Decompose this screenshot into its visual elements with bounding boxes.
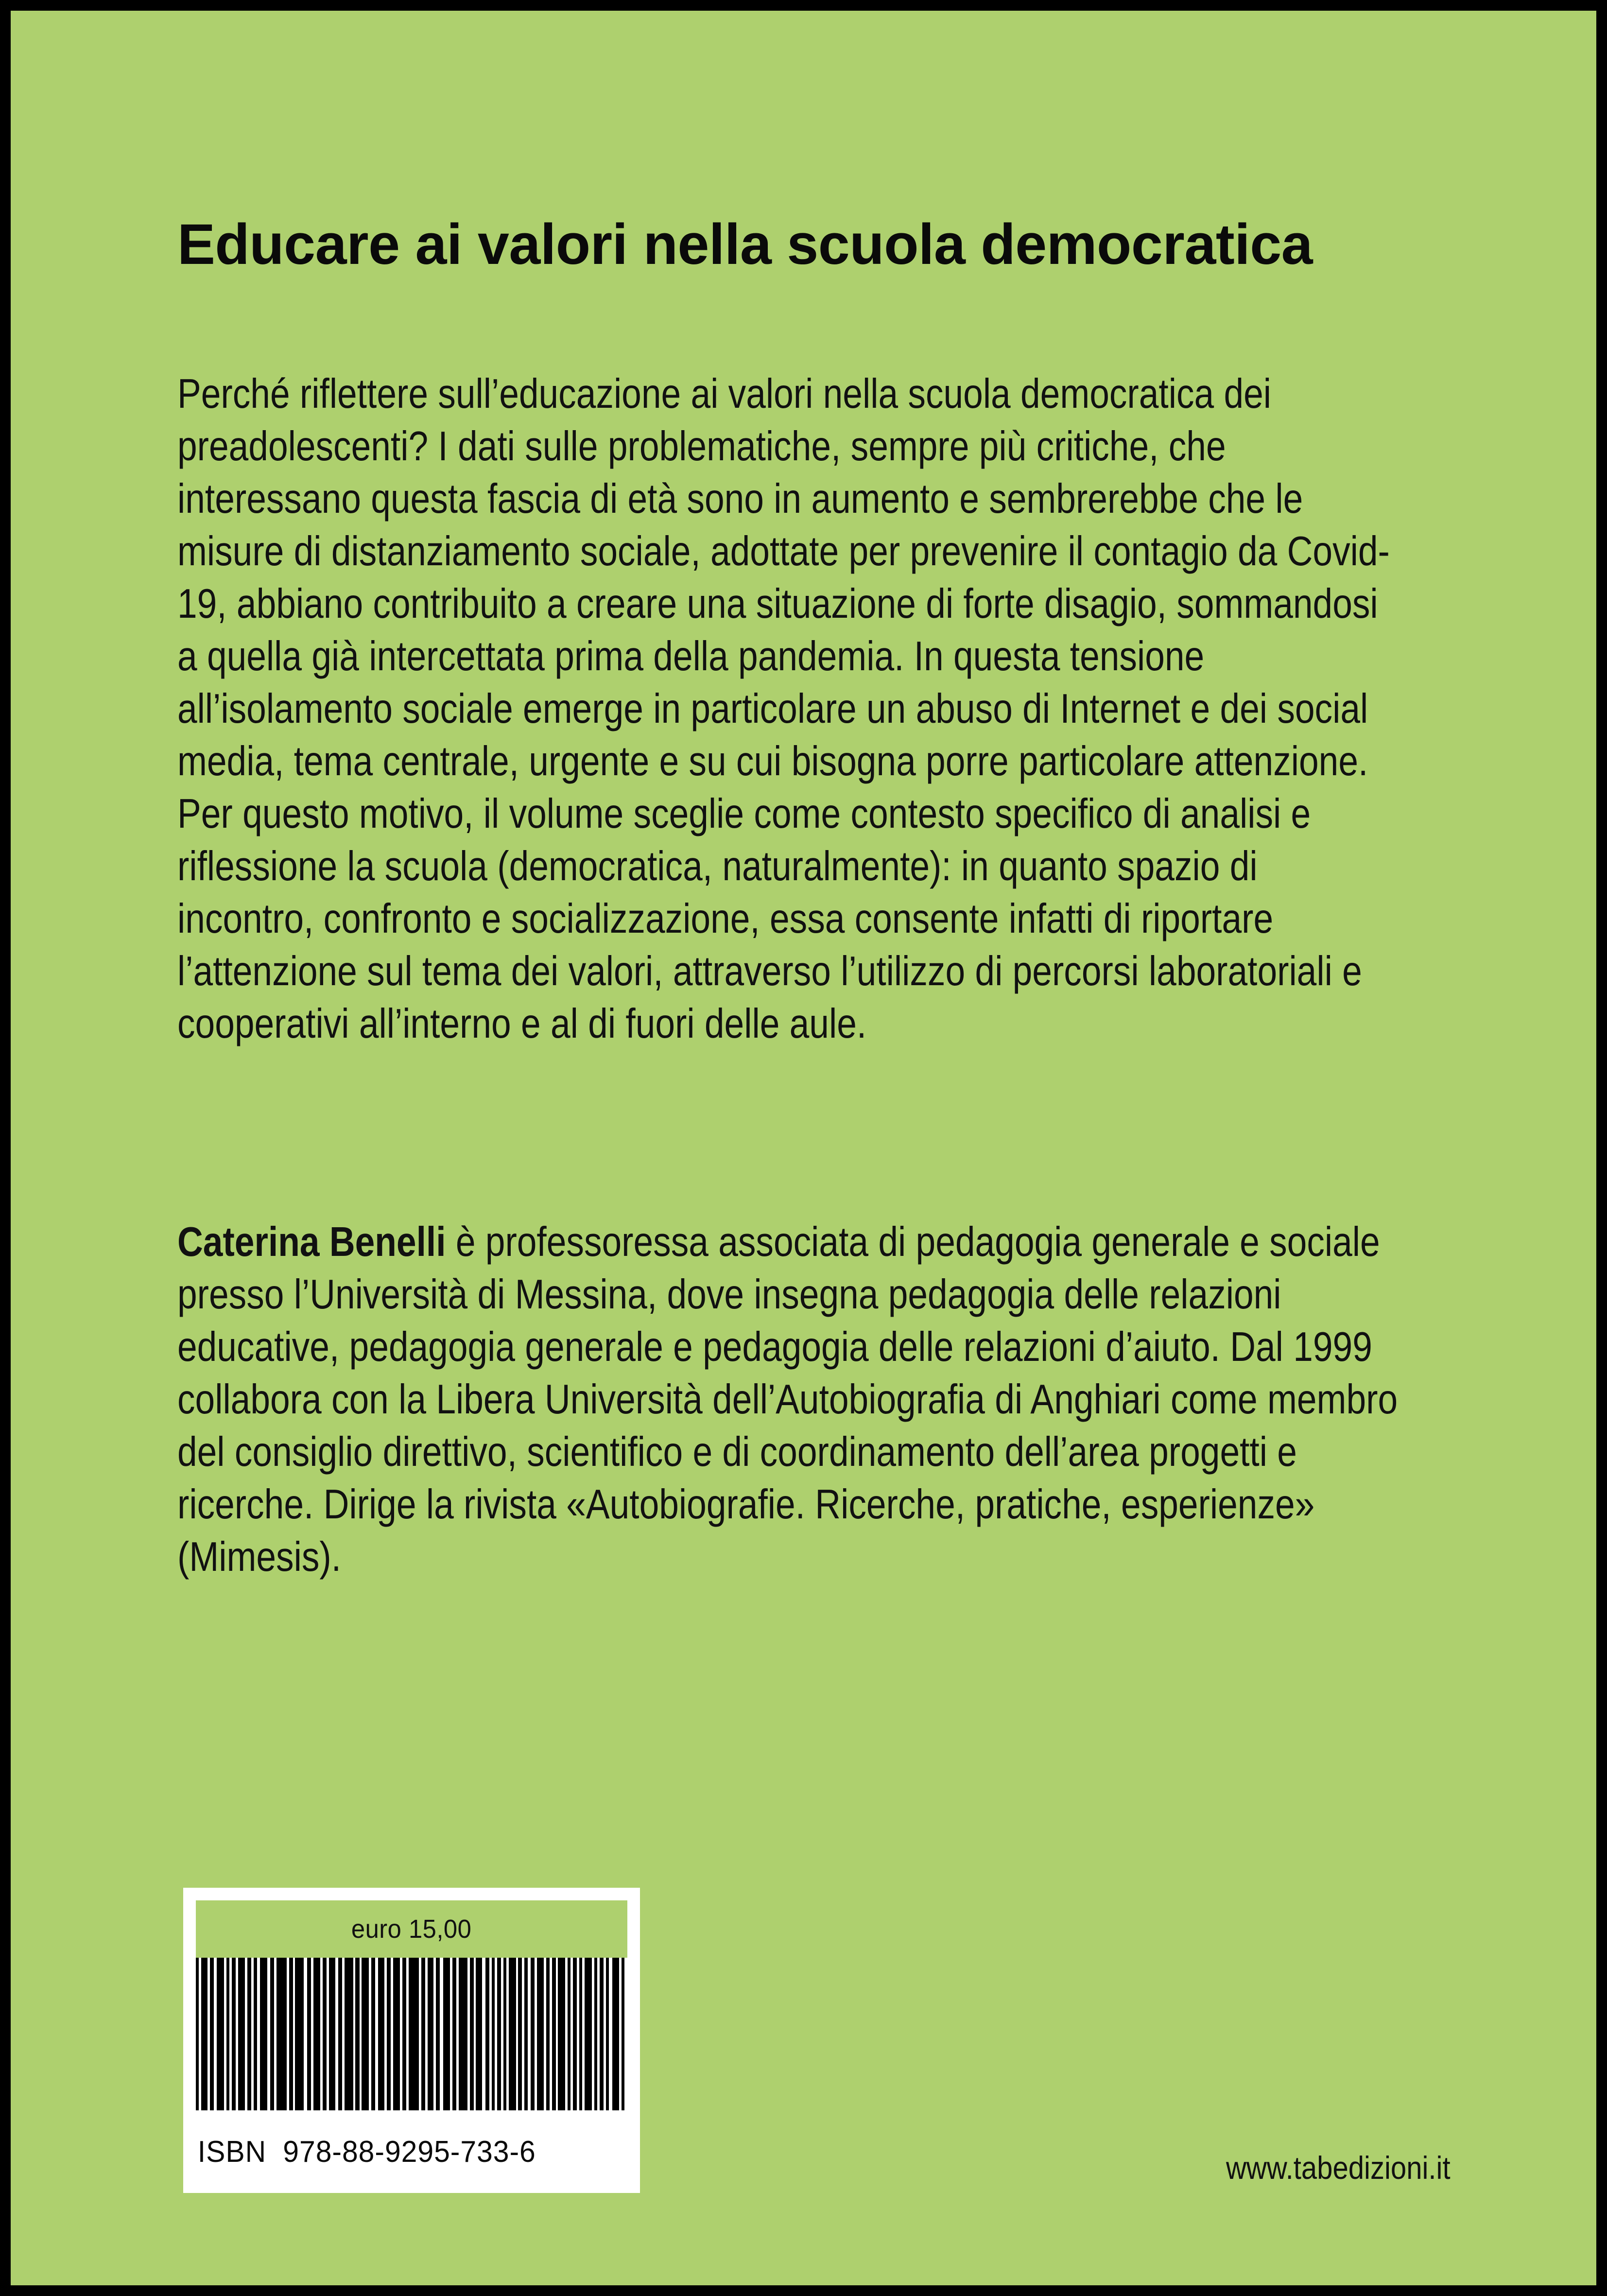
isbn-number: 978-88-9295-733-6 bbox=[283, 2135, 536, 2169]
book-blurb: Perché riflettere sull’educazione ai valori nella scuola democratica dei preadolescenti? I dati sulle problematiche, sempre più critiche, che interessano questa fascia di età sono in aumento e sembrerebbe che le misure di distanziamento sociale, adottate per prevenire il contagio da Covid-19, abbiano contribuito a creare una situazione di forte disagio, sommandosi a quella già intercettata prima della pandemia. In questa tensione all’isolamento sociale emerge in particolare un abuso di Internet e dei social media, tema centrale, urgente e su cui bisogna porre particolare attenzione. Per questo motivo, il volume sceglie come contesto specifico di analisi e riflessione la scuola (democratica, naturalmente): in quanto spazio di incontro, confronto e socializzazione, essa consente infatti di riportare l’attenzione sul tema dei valori, attraverso l’utilizzo di percorsi laboratoriali e cooperativi all’interno e al di fuori delle aule. bbox=[177, 371, 1390, 1047]
barcode-bar bbox=[470, 1958, 474, 2110]
barcode-bar bbox=[217, 1958, 224, 2110]
barcode-bar bbox=[270, 1958, 274, 2110]
barcode-bar bbox=[518, 1958, 522, 2110]
barcode-bar bbox=[452, 1958, 456, 2110]
barcode-bar bbox=[378, 1958, 384, 2110]
barcode-bar bbox=[276, 1958, 287, 2110]
barcode-bar bbox=[238, 1958, 245, 2110]
barcode-bar bbox=[362, 1958, 369, 2110]
barcode-bar bbox=[428, 1958, 434, 2110]
barcode-bar bbox=[338, 1958, 342, 2110]
barcode-bar bbox=[497, 1958, 501, 2110]
barcode-bar bbox=[443, 1958, 450, 2110]
barcode-bar bbox=[355, 1958, 359, 2110]
price-label: euro 15,00 bbox=[351, 1914, 472, 1944]
author-bio-text: è professoressa associata di pedagogia generale e sociale presso l’Università di Messina, dove insegna pedagogia delle relazioni educative, pedagogia generale e pedagogia delle relazioni d’aiuto. Dal 1999 collabora con la Libera Università dell’Autobiografia di Anghiari come membro del consiglio direttivo, scientifico e di coordinamento dell’area progetti e ricerche. Dirige la rivista «Autobiografie. Ricerche, pratiche, esperienze» (Mimesis). bbox=[177, 1219, 1398, 1580]
barcode-bar bbox=[558, 1958, 565, 2110]
barcode-bar bbox=[201, 1958, 207, 2110]
barcode-bar bbox=[485, 1958, 489, 2110]
isbn-label: ISBN bbox=[197, 2135, 267, 2169]
barcode-bar bbox=[323, 1958, 327, 2110]
barcode-bar bbox=[289, 1958, 293, 2110]
barcode-bar bbox=[307, 1958, 311, 2110]
barcode-gap bbox=[624, 1958, 627, 2110]
barcode-bar bbox=[509, 1958, 516, 2110]
barcode-bar bbox=[393, 1958, 400, 2110]
barcode-bar bbox=[476, 1958, 482, 2110]
barcode-bar bbox=[345, 1958, 353, 2110]
barcode-bar bbox=[600, 1958, 604, 2110]
barcode-bars bbox=[196, 1958, 627, 2110]
barcode-bar bbox=[329, 1958, 335, 2110]
barcode-bar bbox=[421, 1958, 425, 2110]
author-bio bbox=[177, 1216, 1400, 1583]
barcode-bar bbox=[387, 1958, 391, 2110]
barcode-bar bbox=[210, 1958, 214, 2110]
cover-inner-panel bbox=[11, 11, 1596, 2285]
price-band bbox=[196, 1900, 627, 1958]
barcode-bar bbox=[371, 1958, 375, 2110]
barcode-bar bbox=[260, 1958, 267, 2110]
barcode-bar bbox=[531, 1958, 535, 2110]
barcode-bar bbox=[585, 1958, 592, 2110]
barcode-bar bbox=[232, 1958, 236, 2110]
author-name: Caterina Benelli bbox=[177, 1219, 446, 1265]
barcode-bar bbox=[537, 1958, 544, 2110]
isbn-line bbox=[196, 2110, 606, 2193]
publisher-website: www.tabedizioni.it bbox=[1226, 2150, 1451, 2186]
barcode-bar bbox=[552, 1958, 556, 2110]
barcode-block bbox=[183, 1888, 640, 2193]
barcode-bar bbox=[612, 1958, 620, 2110]
barcode-bar bbox=[402, 1958, 406, 2110]
barcode-bar bbox=[295, 1958, 304, 2110]
barcode-bar bbox=[247, 1958, 251, 2110]
barcode-bar bbox=[409, 1958, 419, 2110]
barcode-bar bbox=[436, 1958, 440, 2110]
barcode-bar bbox=[573, 1958, 577, 2110]
barcode-bar bbox=[459, 1958, 467, 2110]
page-title: Educare ai valori nella scuola democratica bbox=[177, 212, 1313, 277]
barcode-bar bbox=[313, 1958, 321, 2110]
